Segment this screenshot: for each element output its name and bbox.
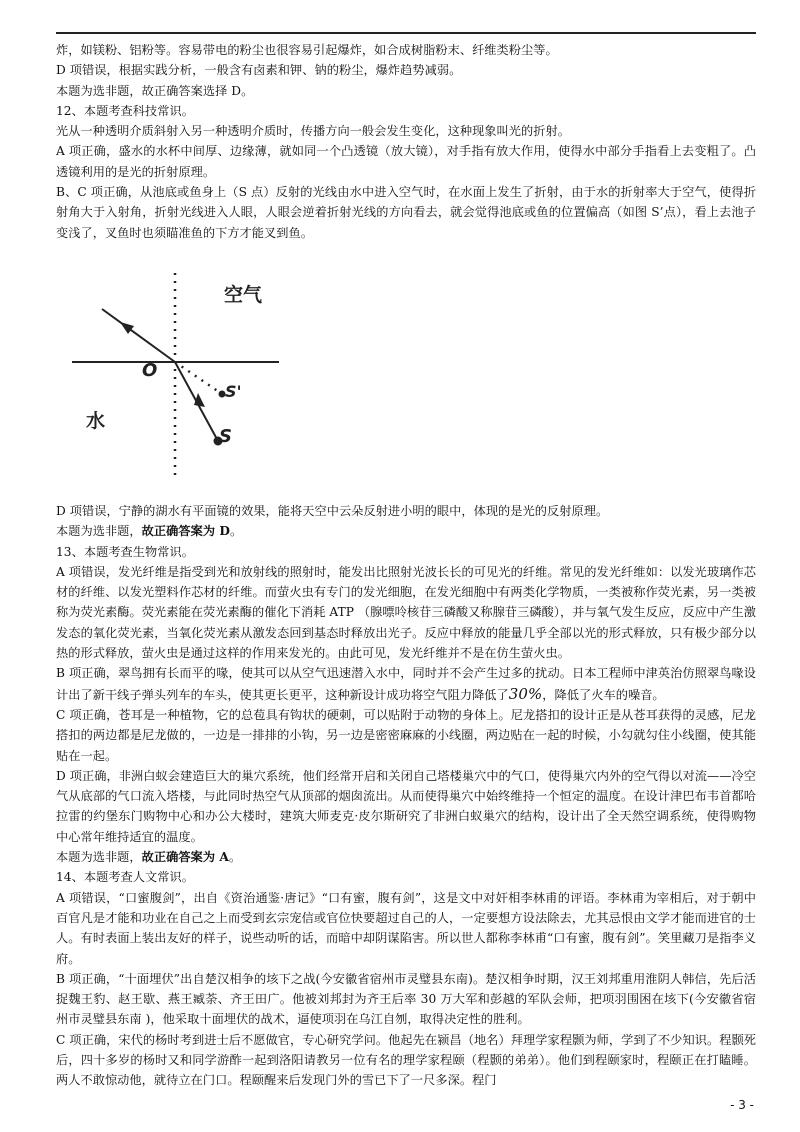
- paragraph: B 项正确，“十面埋伏”出自楚汉相争的垓下之战(今安徽省宿州市灵璧县东南)。楚汉相争时期，汉王刘邦重用淮阴人韩信，先后活捉魏王豹、赵王歇、燕王臧荼、齐王田广。他被刘邦封为齐王后率 30 万大军和彭越的军队会师，把项羽围困在垓下(今安徽省宿州市灵璧县东南 )，他采取十面埋伏的战术，逼使项羽在乌江自刎，取得决定性的胜利。: [56, 971, 756, 1027]
- paragraph: D 项正确，非洲白蚁会建造巨大的巢穴系统，他们经常开启和关闭自己塔楼巢穴中的气口，使得巢穴内外的空气得以对流——冷空气从底部的气口流入塔楼，与此同时热空气从顶部的烟囱流出。从而使得巢穴中始终维持一个恒定的温度。在设计津巴布韦首都哈拉雷的约堡东门购物中心和办公大楼时，建筑大师麦克·皮尔斯研究了非洲白蚁巢穴的结构，设计出了全天然空调系统，使得购物中心常年维持适宜的温度。: [56, 768, 756, 844]
- answer-suffix: 。: [228, 850, 242, 865]
- label-water: 水: [86, 409, 106, 432]
- answer-prefix: 本题为选非题，: [56, 524, 142, 539]
- paragraph: 本题为选非题，故正确答案选择 D。: [56, 83, 254, 98]
- paragraph: [56, 663, 756, 705]
- paragraph: B、C 项正确，从池底或鱼身上（S 点）反射的光线由水中进入空气时，在水面上发生了折射，由于水的折射率大于空气，使得折射角大于入射角，折射光线进入人眼，人眼会逆着折射光线的方向看去，就会觉得池底或鱼的位置偏高（如图 S’点），看上去池子变浅了，叉鱼时也须瞄准鱼的下方才能叉到鱼。: [56, 185, 756, 240]
- label-s-prime: S': [225, 381, 242, 401]
- answer-bold: 故正确答案为 D: [141, 524, 231, 539]
- paragraph: A 项错误，“口蜜腹剑”，出自《资治通鉴·唐记》“口有蜜，腹有剑”，这是文中对奸相李林甫的评语。李林甫为宰相后，对于朝中百官凡是才能和功业在自己之上而受到玄宗宠信或官位快要超过自己的人，一定要想方设法除去，尤其忌恨由文学才能而进官的士人。有时表面上装出友好的样子，说些动听的话，而暗中却阴谋陷害。所以世人都称李林甫“口有蜜，腹有剑”。笑里藏刀是指李义府。: [56, 890, 756, 966]
- percent-value: 30%: [508, 684, 543, 703]
- section-title-12: 12、本题考查科技常识。: [56, 103, 194, 118]
- ray-arrow-air: [120, 322, 134, 334]
- text-span: ，降低了火车的噪音。: [542, 687, 665, 702]
- label-s: S: [219, 425, 233, 447]
- paragraph: 光从一种透明介质斜射入另一种透明介质时，传播方向一般会发生变化，这种现象叫光的折射。: [56, 124, 570, 139]
- label-o: O: [142, 359, 158, 381]
- paragraph: D 项错误，根据实践分析，一般含有卤素和钾、钠的粉尘，爆炸趋势减弱。: [56, 63, 462, 78]
- section-title-14: 14、本题考查人文常识。: [56, 870, 194, 885]
- label-air: 空气: [224, 283, 263, 306]
- refraction-diagram: [72, 269, 292, 481]
- paragraph: A 项错误，发光纤维是指受到光和放射线的照射时，能发出比照射光波长长的可见光的纤维。常见的发光纤维如：以发光玻璃作芯材的纤维、以发光塑料作芯材的纤维。而萤火虫有专门的发光细胞，在发光细胞中有两类化学物质，一类被称作荧光素，另一类被称为荧光素酶。荧光素能在荧光素酶的催化下消耗 ATP （腺嘌呤核苷三磷酸又称腺苷三磷酸），并与氧气发生反应，反应中产生激发态的氧化荧光素，当氧化荧光素从激发态回到基态时释放出光子。反应中释放的能量几乎全部以光的形式释放，只有极少部分以热的形式释放，萤火虫是通过这样的作用来发光的。由此可见，发光纤维并不是在仿生萤火虫。: [56, 564, 756, 661]
- top-rule: [56, 32, 756, 34]
- answer-suffix: 。: [230, 524, 243, 539]
- answer-bold: 故正确答案为 A: [141, 850, 229, 865]
- paragraph: 炸，如镁粉、铝粉等。容易带电的粉尘也很容易引起爆炸，如合成树脂粉末、纤维类粉尘等。: [56, 43, 558, 57]
- text-span: B 项正确，翠鸟拥有长而平的喙，使其可以从空气迅速潜入水中，同时并不会产生过多的扰动。日本工程师中津英治仿照翠鸟喙设计出了新干线子弹头列车的车头，使其更长更平，这种新设计成功将空气阻力降低了: [56, 666, 756, 702]
- page-number: - 3 -: [730, 1098, 754, 1112]
- apparent-ray: [175, 362, 222, 394]
- section-title-13: 13、本题考查生物常识。: [56, 544, 194, 559]
- paragraph: C 项正确，宋代的杨时考到进士后不愿做官，专心研究学问。他起先在颍昌（地名）拜理学家程颢为师，学到了不少知识。程颢死后，四十多岁的杨时又和同学游酢一起到洛阳请教另一位有名的理学家程颐（程颢的弟弟）。他们到程颐家时，程颐正在打瞌睡。两人不敢惊动他，就待立在门口。程颐醒来后发现门外的雪已下了一尺多深。程门: [56, 1032, 756, 1088]
- paragraph: A 项正确，盛水的水杯中间厚、边缘薄，就如同一个凸透镜（放大镜），对手指有放大作用，使得水中部分手指看上去变粗了。凸透镜利用的是光的折射原理。: [56, 144, 756, 179]
- answer-prefix: 本题为选非题，: [56, 850, 142, 865]
- page-content: [56, 40, 756, 1091]
- paragraph: C 项正确，苍耳是一种植物，它的总苞具有钩状的硬刺，可以贴附于动物的身体上。尼龙搭扣的设计正是从苍耳获得的灵感，尼龙搭扣的两边都是尼龙做的，一边是一排排的小钩，另一边是密密麻麻的小线圈，两边贴在一起的时候，小勾就勾住小线圈，使其能贴在一起。: [56, 707, 756, 763]
- refracted-ray: [102, 309, 175, 362]
- answer-line-13: [56, 847, 756, 867]
- paragraph: D 项错误，宁静的湖水有平面镜的效果，能将天空中云朵反射进小明的眼中，体现的是光的反射原理。: [56, 503, 609, 518]
- answer-line-12: [56, 521, 756, 541]
